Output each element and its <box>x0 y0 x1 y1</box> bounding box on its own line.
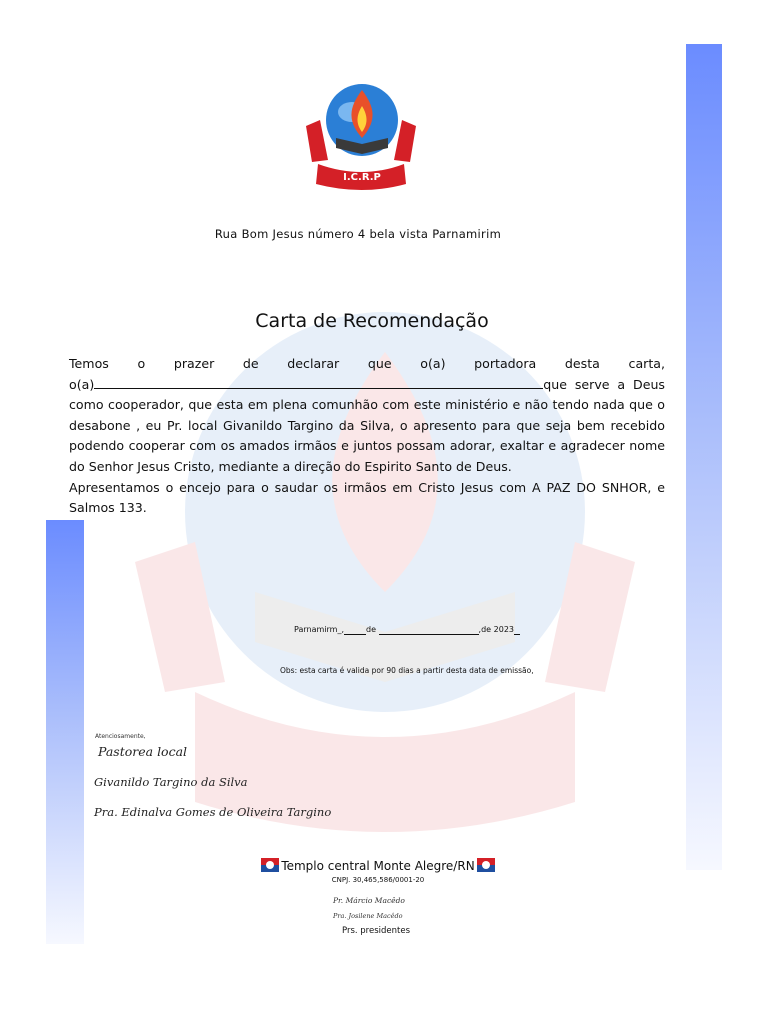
signature-edinalva: Pra. Edinalva Gomes de Oliveira Targino <box>94 805 332 819</box>
state-flag-icon <box>477 858 495 872</box>
temple-name: Templo central Monte Alegre/RN <box>281 859 475 873</box>
letter-body <box>69 354 665 519</box>
date-year: ,de 2023 <box>478 625 514 634</box>
signature-local-pastor: Pastorea local <box>98 744 188 759</box>
date-line <box>294 625 520 635</box>
bearer-prefix: o(a) <box>69 376 95 392</box>
date-city: Parnamirm_, <box>294 625 344 634</box>
presidents-label: Prs. presidentes <box>341 926 411 936</box>
page-title: Carta de Recomendação <box>255 309 489 332</box>
signature-president-2: Pra. Josilene Macêdo <box>333 912 403 920</box>
letter-line-2 <box>69 375 665 396</box>
bearer-name-blank[interactable] <box>94 376 543 389</box>
footer-temple <box>0 858 756 873</box>
signature-givanildo: Givanildo Targino da Silva <box>94 775 248 789</box>
state-flag-icon <box>261 858 279 872</box>
church-logo-icon <box>302 72 420 196</box>
signature-president-1: Pr. Márcio Macêdo <box>333 896 405 905</box>
regards-text: Atenciosamente, <box>95 733 146 740</box>
date-month-blank[interactable] <box>379 625 479 635</box>
validity-note: Obs: esta carta é valida por 90 dias a partir desta data de emissão, <box>280 666 534 675</box>
church-address: Rua Bom Jesus número 4 bela vista Parnamirim <box>214 227 502 241</box>
cnpj: CNPJ. 30,465,586/0001-20 <box>331 876 425 884</box>
date-day-blank[interactable] <box>344 625 366 635</box>
letter-paragraph-1: como cooperador, que esta em plena comunhão com este ministério e não tendo nada que o desabone , eu Pr. local Givanildo Targino da Silva, o apresento para que seja bem recebido podendo cooperar com os amados irmãos e juntos possam adorar, exaltar e agradecer nome do Senhor Jesus Cristo, mediante a direção do Espirito Santo de Deus. <box>69 397 665 474</box>
letter-paragraph-2: Apresentamos o encejo para o saudar os irmãos em Cristo Jesus com A PAZ DO SNHOR, e Salmos 133. <box>69 479 665 516</box>
logo-badge-text: I.C.R.P <box>343 172 381 183</box>
bearer-suffix: que serve a Deus <box>543 376 665 392</box>
letter-line-1: Temos o prazer de declarar que o(a) portadora desta carta, <box>69 356 665 371</box>
decorative-bar-right <box>686 44 722 870</box>
date-de-1: de <box>366 625 376 634</box>
watermark-logo-icon <box>135 262 635 862</box>
date-year-underline <box>514 625 520 635</box>
